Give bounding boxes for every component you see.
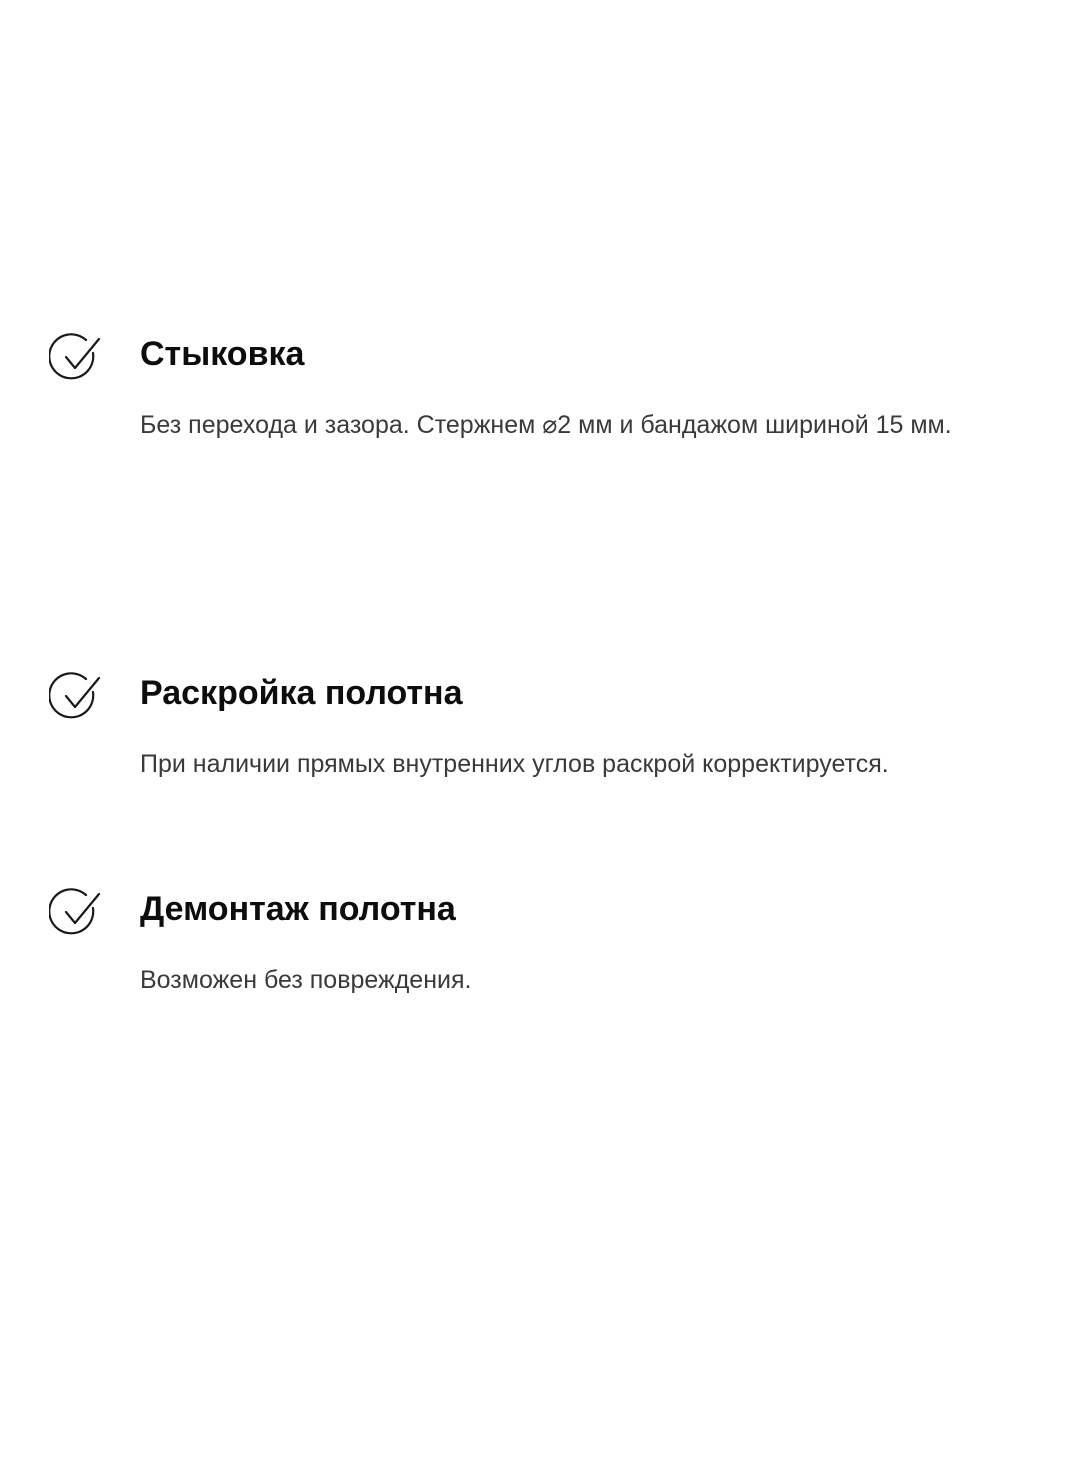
feature-description: Возможен без повреждения. (140, 966, 472, 994)
check-circle-icon (49, 669, 105, 725)
feature-description: При наличии прямых внутренних углов раскрой корректируется. (140, 750, 889, 778)
check-circle-icon (49, 885, 105, 941)
feature-description: Без перехода и зазора. Стержнем ⌀2 мм и бандажом шириной 15 мм. (140, 411, 952, 439)
feature-title: Раскройка полотна (140, 674, 463, 712)
check-circle-icon (49, 330, 105, 386)
feature-title: Стыковка (140, 335, 305, 373)
feature-title: Демонтаж полотна (140, 890, 456, 928)
